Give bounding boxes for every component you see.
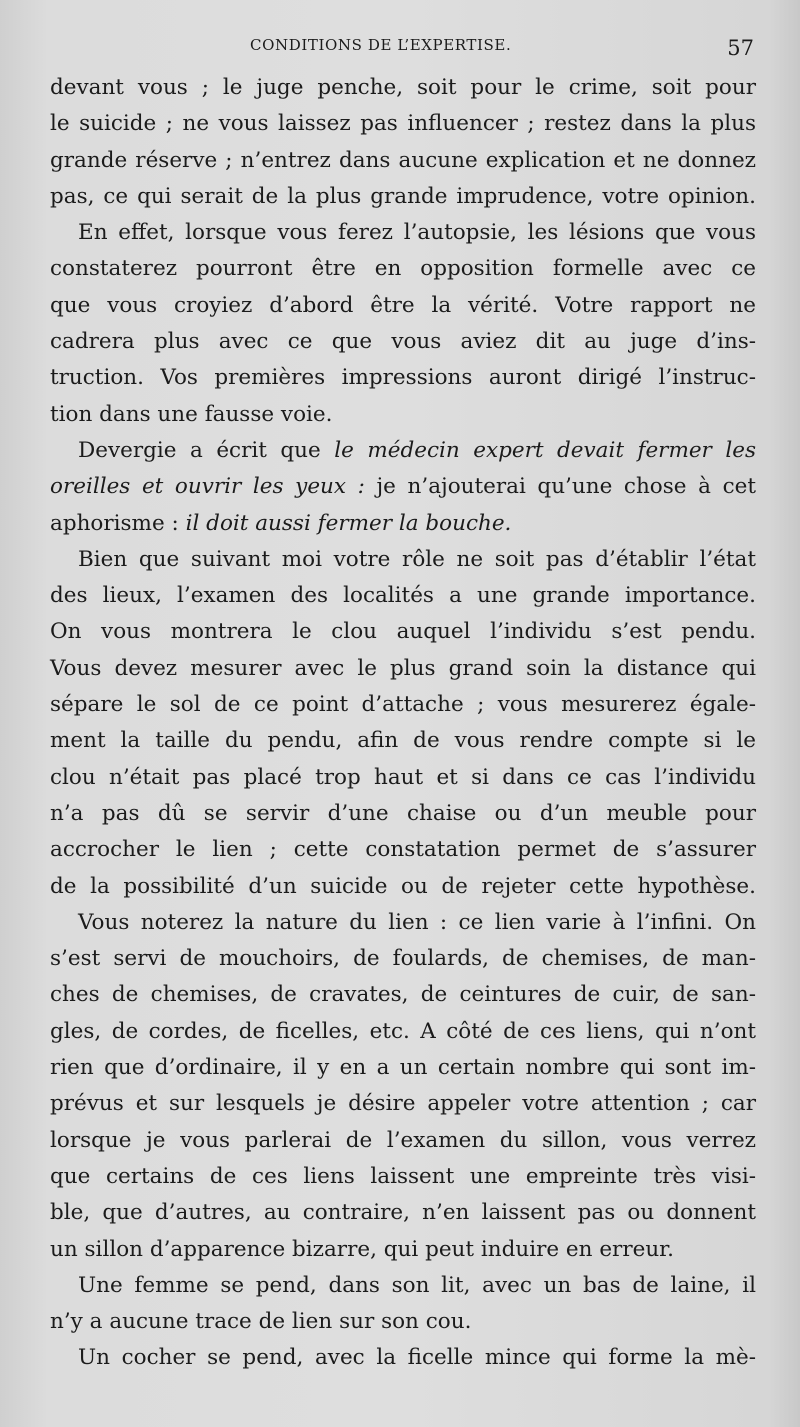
text-line: des lieux, l’examen des localités a une grande importance. [50, 583, 756, 609]
running-title: CONDITIONS DE L’EXPERTISE. [250, 36, 512, 54]
text-line: En effet, lorsque vous ferez l’autopsie, les lésions que vous [78, 220, 756, 246]
text-line: ches de chemises, de cravates, de ceintures de cuir, de san- [50, 982, 756, 1008]
text-line: sépare le sol de ce point d’attache ; vous mesurerez égale- [50, 692, 756, 718]
text-line: pas, ce qui serait de la plus grande imprudence, votre opinion. [50, 183, 756, 209]
text-line: s’est servi de mouchoirs, de foulards, de chemises, de man- [50, 946, 756, 972]
text-fragment: je n’ajouterai qu’une chose à cet [364, 474, 756, 500]
text-line: cadrera plus avec ce que vous aviez dit au juge d’ins- [50, 329, 756, 355]
text-line: grande réserve ; n’entrez dans aucune explication et ne donnez [50, 147, 756, 173]
text-line: que certains de ces liens laissent une empreinte très visi- [50, 1163, 756, 1189]
text-line: ment la taille du pendu, afin de vous rendre compte si le [50, 728, 756, 754]
text-line [50, 469, 756, 505]
page-number: 57 [727, 36, 754, 60]
text-line: Vous devez mesurer avec le plus grand soin la distance qui [50, 655, 756, 681]
italic-quote: il doit aussi fermer la bouche. [185, 510, 512, 536]
text-line [50, 433, 756, 469]
text-line: Un cocher se pend, avec la ficelle mince qui forme la mè- [78, 1345, 756, 1371]
text-line: n’a pas dû se servir d’une chaise ou d’un meuble pour [50, 800, 756, 826]
text-line: de la possibilité d’un suicide ou de rejeter cette hypothèse. [50, 873, 756, 899]
text-line: que vous croyiez d’abord être la vérité. Votre rapport ne [50, 292, 756, 318]
page-header [0, 34, 800, 64]
text-line: n’y a aucune trace de lien sur son cou. [50, 1309, 472, 1335]
text-line: prévus et sur lesquels je désire appeler votre attention ; car [50, 1091, 756, 1117]
text-fragment: Devergie a écrit que [78, 437, 335, 463]
text-line: devant vous ; le juge penche, soit pour le crime, soit pour [50, 75, 756, 100]
text-line: constaterez pourront être en opposition formelle avec ce [50, 256, 756, 282]
text-line: Une femme se pend, dans son lit, avec un bas de laine, il [78, 1272, 756, 1298]
text-line: Vous noterez la nature du lien : ce lien varie à l’infini. On [78, 909, 756, 935]
text-line: accrocher le lien ; cette constatation permet de s’assurer [50, 837, 756, 863]
text-line: rien que d’ordinaire, il y en a un certain nombre qui sont im- [50, 1055, 756, 1081]
text-line: le suicide ; ne vous laissez pas influencer ; restez dans la plus [50, 111, 756, 137]
text-line: Bien que suivant moi votre rôle ne soit pas d’établir l’état [78, 546, 756, 572]
text-line: On vous montrera le clou auquel l’individu s’est pendu. [50, 619, 756, 645]
text-line: lorsque je vous parlerai de l’examen du sillon, vous verrez [50, 1127, 756, 1153]
text-line: truction. Vos premières impressions auront dirigé l’instruc- [50, 365, 756, 391]
text-line: tion dans une fausse voie. [50, 401, 333, 427]
text-line [50, 506, 756, 542]
italic-quote: oreilles et ouvrir les yeux : [50, 474, 365, 500]
text-line: clou n’était pas placé trop haut et si dans ce cas l’individu [50, 764, 756, 790]
text-line: gles, de cordes, de ficelles, etc. A côté de ces liens, qui n’ont [50, 1018, 756, 1044]
text-line: ble, que d’autres, au contraire, n’en laissent pas ou donnent [50, 1200, 756, 1226]
italic-quote: le médecin expert devait fermer les [334, 437, 756, 463]
page-body [50, 70, 756, 1377]
text-line: un sillon d’apparence bizarre, qui peut induire en erreur. [50, 1236, 674, 1262]
text-fragment: aphorisme : [50, 510, 186, 536]
